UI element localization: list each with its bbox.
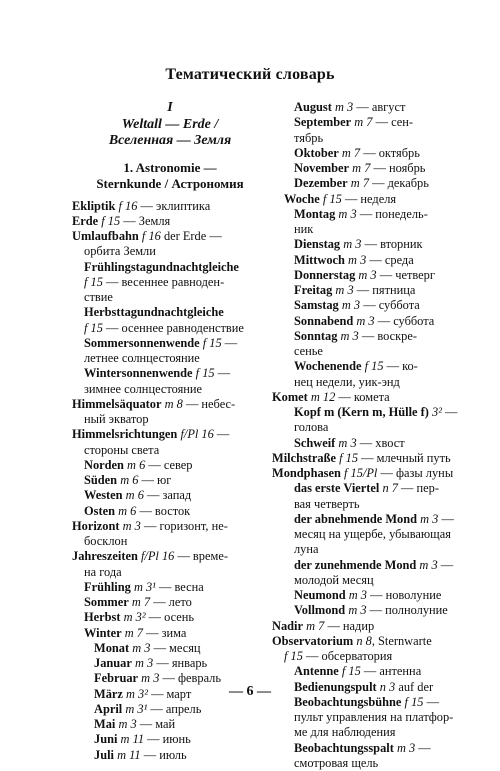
headword: März: [94, 686, 123, 701]
dictionary-line: [272, 497, 450, 512]
dictionary-line: [72, 610, 268, 625]
grammar-note: m 3: [340, 328, 359, 343]
dictionary-line: [72, 443, 268, 458]
translation: — фазы луны: [377, 466, 454, 480]
headword: Norden: [84, 457, 124, 472]
headword: Sommer: [84, 595, 129, 609]
grammar-note: f/Pl 16: [180, 427, 214, 442]
spacer: [72, 192, 268, 199]
grammar-note: m 3: [132, 640, 151, 655]
dictionary-line: [72, 504, 268, 519]
dictionary-line: [72, 275, 268, 290]
dictionary-line: [272, 161, 450, 176]
headword: Dezember: [294, 176, 348, 191]
translation: — запад: [143, 488, 192, 503]
grammar-note: m 6: [120, 473, 139, 487]
headword: Schweif: [294, 435, 336, 450]
translation: — суббота: [360, 298, 420, 313]
translation: —: [221, 335, 238, 350]
dictionary-line: [272, 725, 450, 740]
translation: — воскре-: [358, 328, 417, 343]
translation: — июль: [140, 747, 187, 762]
dictionary-line: [272, 527, 450, 542]
translation: — горизонт, не-: [140, 518, 228, 533]
dictionary-line: [272, 664, 450, 679]
translation: —: [213, 427, 230, 442]
grammar-note: f 15: [84, 320, 103, 335]
grammar-note: m 3: [348, 588, 367, 602]
headword: August: [294, 100, 332, 114]
headword: Kopf m (Kern m, Hülle f): [294, 405, 429, 419]
translation: — сен-: [372, 115, 413, 130]
grammar-note: m 12: [310, 389, 336, 404]
grammar-note: m 3: [343, 237, 362, 252]
translation: —: [415, 740, 431, 755]
dictionary-line: [272, 481, 450, 496]
dictionary-line: [72, 366, 268, 381]
grammar-note: f 16: [141, 229, 161, 243]
dictionary-line: [272, 268, 450, 283]
translation: орбита Земли: [84, 244, 156, 259]
headword: Neumond: [294, 588, 346, 602]
headword: der zunehmende Mond: [294, 557, 417, 572]
translation: — март: [147, 686, 192, 701]
headword: Frühling: [84, 579, 131, 594]
translation: — май: [136, 717, 176, 731]
grammar-note: f 15: [202, 335, 222, 350]
translation: на года: [84, 564, 122, 579]
headword: der abnehmende Mond: [294, 511, 418, 526]
dictionary-line: [272, 100, 450, 115]
translation: вая четверть: [294, 496, 360, 511]
grammar-note: m 6: [127, 457, 146, 472]
dictionary-line: [272, 710, 454, 725]
headword: Milchstraße: [272, 450, 337, 465]
left-column: [72, 100, 268, 763]
grammar-note: f 15: [195, 366, 215, 381]
headword: Sommersonnenwende: [84, 335, 200, 350]
translation: — месяц: [150, 640, 201, 655]
headword: November: [294, 161, 350, 175]
translation: летнее солнцестояние: [84, 351, 200, 365]
dictionary-line: [272, 390, 450, 405]
headword: Vollmond: [294, 603, 346, 618]
dictionary-line: [72, 351, 268, 366]
headword: Beobachtungsspalt: [294, 740, 394, 755]
page-number: — 6 —: [229, 684, 271, 699]
grammar-note: f/Pl 16: [140, 549, 175, 564]
translation: ствие: [84, 290, 113, 304]
translation: молодой месяц: [294, 572, 374, 587]
grammar-note: f 15: [84, 274, 103, 289]
translation: — июнь: [144, 732, 191, 747]
translation: — зима: [143, 625, 187, 640]
dictionary-line: [272, 329, 450, 344]
translation: — надир: [324, 618, 375, 633]
page-title: Тематический словарь: [165, 66, 335, 83]
headword: Mai: [94, 717, 116, 731]
translation: — хвост: [356, 435, 405, 450]
translation: зимнее солнцестояние: [84, 381, 203, 396]
headword: Erde: [72, 213, 99, 228]
translation: — октябрь: [360, 145, 420, 160]
translation: — суббота: [374, 313, 435, 328]
translation: — антенна: [360, 664, 422, 679]
dictionary-line: [72, 412, 268, 427]
dictionary-line: [72, 626, 268, 641]
dictionary-line: [72, 641, 268, 656]
dictionary-line: [272, 359, 450, 374]
headword: Samstag: [294, 298, 339, 313]
grammar-note: m 7: [352, 161, 371, 175]
dictionary-line: [272, 146, 450, 161]
dictionary-line: [272, 237, 450, 252]
grammar-note: n 3: [379, 679, 396, 694]
translation: — север: [145, 457, 193, 472]
dictionary-line: [72, 702, 268, 717]
headword: Woche: [284, 191, 320, 206]
dictionary-line: [72, 321, 268, 336]
dictionary-line: [272, 314, 450, 329]
dictionary-line: [272, 649, 450, 664]
translation: auf der: [395, 679, 434, 694]
headword: April: [94, 701, 123, 716]
headword: Herbst: [84, 610, 121, 625]
dictionary-line: [272, 436, 450, 451]
translation: ник: [294, 222, 314, 236]
grammar-note: m 3: [118, 717, 137, 731]
dictionary-line: [272, 207, 450, 222]
grammar-note: 3²: [432, 405, 442, 419]
dictionary-line: [72, 305, 268, 320]
dictionary-line: [72, 214, 268, 229]
grammar-note: m 3²: [123, 610, 146, 625]
headword: Juli: [94, 747, 114, 762]
dictionary-line: [272, 588, 450, 603]
dictionary-line: [72, 656, 268, 671]
grammar-note: m 3: [141, 671, 160, 686]
grammar-note: m 6: [125, 488, 144, 503]
dictionary-line: [272, 603, 450, 618]
grammar-note: f 15: [322, 191, 342, 206]
headword: Nadir: [272, 618, 303, 633]
headword: Wochenende: [294, 359, 362, 374]
spacer: [72, 150, 268, 160]
grammar-note: m 3: [334, 100, 354, 114]
headword: Juni: [94, 732, 118, 747]
headword: Winter: [84, 625, 122, 640]
grammar-note: m 11: [120, 732, 145, 747]
headword: Herbsttagundnachtgleiche: [84, 305, 224, 320]
translation: — понедель-: [356, 206, 428, 221]
translation: — осень: [145, 610, 195, 625]
headword: Montag: [294, 206, 336, 221]
translation: — неделя: [341, 191, 397, 206]
translation: ме для наблюдения: [294, 725, 396, 740]
translation: , Sternwarte: [371, 633, 432, 648]
headword: Himmelsrichtungen: [72, 427, 178, 442]
dictionary-line: [272, 375, 450, 390]
translation: — эклиптика: [137, 198, 211, 213]
headword: Februar: [94, 671, 139, 686]
grammar-note: m 3: [348, 252, 367, 267]
dictionary-line: [72, 748, 268, 763]
translation: пульт управления на платфор-: [294, 710, 454, 724]
translation: — восток: [136, 503, 191, 518]
translation: — вторник: [361, 237, 423, 252]
translation: — весеннее равноден-: [102, 274, 225, 289]
section-heading: Вселенная — Земля: [108, 133, 232, 148]
grammar-note: m 7: [124, 625, 143, 640]
section-heading: Weltall — Erde /: [121, 116, 219, 132]
subsection-heading: Sternkunde / Астрономия: [96, 175, 244, 191]
grammar-note: m 3: [419, 557, 438, 572]
translation: — юг: [138, 473, 172, 487]
dictionary-line: [272, 405, 458, 420]
dictionary-line: [72, 336, 268, 351]
dictionary-line: [272, 283, 450, 298]
section-heading: I: [167, 100, 173, 115]
grammar-note: m 3: [348, 603, 367, 618]
translation: — комета: [335, 389, 390, 404]
dictionary-line: [272, 451, 450, 466]
dictionary-line: [272, 756, 450, 771]
dictionary-line: [72, 534, 268, 549]
dictionary-line: [72, 580, 268, 595]
grammar-note: m 3: [335, 283, 354, 297]
dictionary-line: [272, 619, 450, 634]
headword: Dienstag: [294, 237, 341, 252]
grammar-note: m 7: [131, 595, 151, 609]
translation: — ноябрь: [370, 161, 426, 175]
dictionary-line: [272, 253, 450, 268]
headword: das erste Viertel: [294, 481, 380, 496]
translation: — январь: [153, 656, 208, 670]
translation: смотровая щель: [294, 755, 379, 770]
dictionary-line: [72, 565, 268, 580]
dictionary-line: [72, 260, 268, 275]
grammar-note: m 11: [117, 747, 141, 762]
grammar-note: f 15: [404, 694, 424, 709]
translation: — Земля: [120, 213, 171, 228]
grammar-note: m 7: [354, 115, 373, 130]
headword: Mondphasen: [272, 466, 341, 480]
right-column: [272, 100, 458, 771]
translation: — обсерватория: [302, 649, 393, 663]
dictionary-line: [72, 199, 268, 214]
translation: — лето: [150, 595, 192, 609]
headword: Mittwoch: [294, 252, 345, 267]
headword: Horizont: [72, 518, 120, 533]
headword: Sonnabend: [294, 313, 354, 328]
grammar-note: m 6: [118, 503, 137, 518]
headword: Sonntag: [294, 328, 338, 343]
dictionary-line: [72, 473, 268, 488]
translation: —: [438, 511, 454, 526]
grammar-note: m 3: [396, 740, 416, 755]
dictionary-line: [272, 131, 450, 146]
headword: Ekliptik: [72, 198, 116, 213]
dictionary-line: [72, 427, 268, 442]
translation: — осеннее равноденствие: [102, 320, 244, 335]
translation: — апрель: [147, 701, 202, 716]
dictionary-line: [72, 290, 268, 305]
grammar-note: m 3¹: [125, 701, 148, 716]
grammar-note: n 8: [356, 633, 372, 648]
translation: —: [423, 694, 439, 709]
grammar-note: m 3: [338, 206, 357, 221]
translation: ный экватор: [84, 412, 149, 426]
translation: месяц на ущербе, убывающая: [294, 527, 451, 541]
dictionary-line: [72, 397, 268, 412]
grammar-note: m 3: [122, 518, 141, 533]
grammar-note: f 15: [364, 359, 384, 374]
dictionary-line: [72, 382, 268, 397]
translation: босклон: [84, 534, 128, 548]
translation: der Erde —: [160, 229, 222, 243]
headword: Himmelsäquator: [72, 396, 162, 411]
headword: Donnerstag: [294, 267, 356, 282]
dictionary-line: [72, 732, 268, 747]
translation: сенье: [294, 344, 323, 358]
translation: — среда: [366, 252, 414, 267]
dictionary-line: [272, 344, 450, 359]
dictionary-line: [272, 741, 450, 756]
grammar-note: m 3: [356, 313, 375, 328]
grammar-note: m 3²: [126, 686, 148, 701]
translation: — време-: [174, 549, 228, 564]
translation: — ко-: [383, 359, 418, 374]
grammar-note: m 3: [338, 435, 357, 450]
dictionary-line: [272, 557, 454, 573]
grammar-note: f 15: [341, 664, 361, 679]
dictionary-line: [272, 192, 450, 207]
headword: Januar: [94, 656, 132, 670]
dictionary-line: [72, 549, 268, 564]
grammar-note: f 16: [118, 198, 138, 213]
dictionary-line: [272, 222, 450, 237]
headword: Monat: [94, 640, 130, 655]
translation: — полнолуние: [366, 603, 448, 618]
grammar-note: f 15: [284, 649, 303, 663]
grammar-note: m 7: [306, 618, 325, 633]
translation: —: [214, 366, 231, 381]
headword: Westen: [84, 488, 123, 503]
dictionary-line: [272, 573, 450, 588]
dictionary-line: [272, 634, 450, 649]
grammar-note: f 15/Pl: [343, 466, 378, 480]
dictionary-line: [272, 420, 450, 435]
subsection-heading: 1. Astronomie —: [123, 159, 217, 175]
translation: — небес-: [182, 396, 236, 411]
translation: —: [437, 557, 454, 572]
translation: — август: [353, 100, 406, 114]
translation: луна: [294, 542, 319, 557]
dictionary-line: [272, 466, 454, 481]
grammar-note: f 15: [101, 213, 121, 228]
dictionary-line: [272, 511, 454, 527]
headword: Wintersonnenwende: [84, 366, 193, 381]
headword: Bedienungspult: [294, 679, 377, 694]
grammar-note: m 3: [358, 267, 377, 282]
dictionary-line: [272, 298, 450, 313]
headword: Oktober: [294, 145, 339, 160]
headword: Frühlingstagundnachtgleiche: [84, 259, 239, 274]
headword: Komet: [272, 389, 308, 404]
translation: нец недели, уик-энд: [294, 374, 400, 389]
grammar-note: m 7: [350, 176, 370, 191]
grammar-note: m 3¹: [133, 579, 156, 594]
translation: — весна: [155, 579, 204, 594]
dictionary-line: [272, 542, 450, 557]
translation: тябрь: [294, 130, 324, 145]
dictionary-line: [72, 519, 268, 534]
translation: голова: [294, 420, 329, 435]
grammar-note: m 3: [134, 656, 154, 670]
translation: — четверг: [376, 267, 435, 282]
dictionary-line: [72, 488, 268, 503]
translation: — новолуние: [367, 588, 442, 602]
grammar-note: m 3: [420, 511, 439, 526]
headword: Beobachtungsbühne: [294, 694, 402, 709]
grammar-note: n 7: [382, 481, 398, 496]
headword: Freitag: [294, 283, 333, 297]
headword: Umlaufbahn: [72, 229, 139, 243]
translation: — млечный путь: [358, 450, 451, 465]
headword: Osten: [84, 503, 115, 518]
grammar-note: m 8: [164, 396, 183, 411]
headword: Süden: [84, 473, 118, 487]
headword: Observatorium: [272, 633, 354, 648]
dictionary-line: [72, 717, 268, 732]
headword: September: [294, 115, 352, 130]
grammar-note: m 3: [341, 298, 361, 313]
translation: —: [441, 405, 458, 419]
dictionary-line: [272, 176, 450, 191]
headword: Antenne: [294, 664, 339, 679]
translation: — пятница: [353, 283, 416, 297]
grammar-note: m 7: [341, 145, 361, 160]
translation: — февраль: [159, 671, 222, 686]
translation: стороны света: [84, 442, 160, 457]
dictionary-line: [72, 595, 268, 610]
dictionary-line: [72, 244, 268, 259]
dictionary-line: [72, 229, 268, 244]
dictionary-line: [272, 115, 450, 130]
translation: — декабрь: [369, 176, 429, 191]
grammar-note: f 15: [339, 450, 359, 465]
dictionary-line: [72, 458, 268, 473]
translation: — пер-: [397, 481, 439, 496]
headword: Jahreszeiten: [72, 549, 138, 564]
